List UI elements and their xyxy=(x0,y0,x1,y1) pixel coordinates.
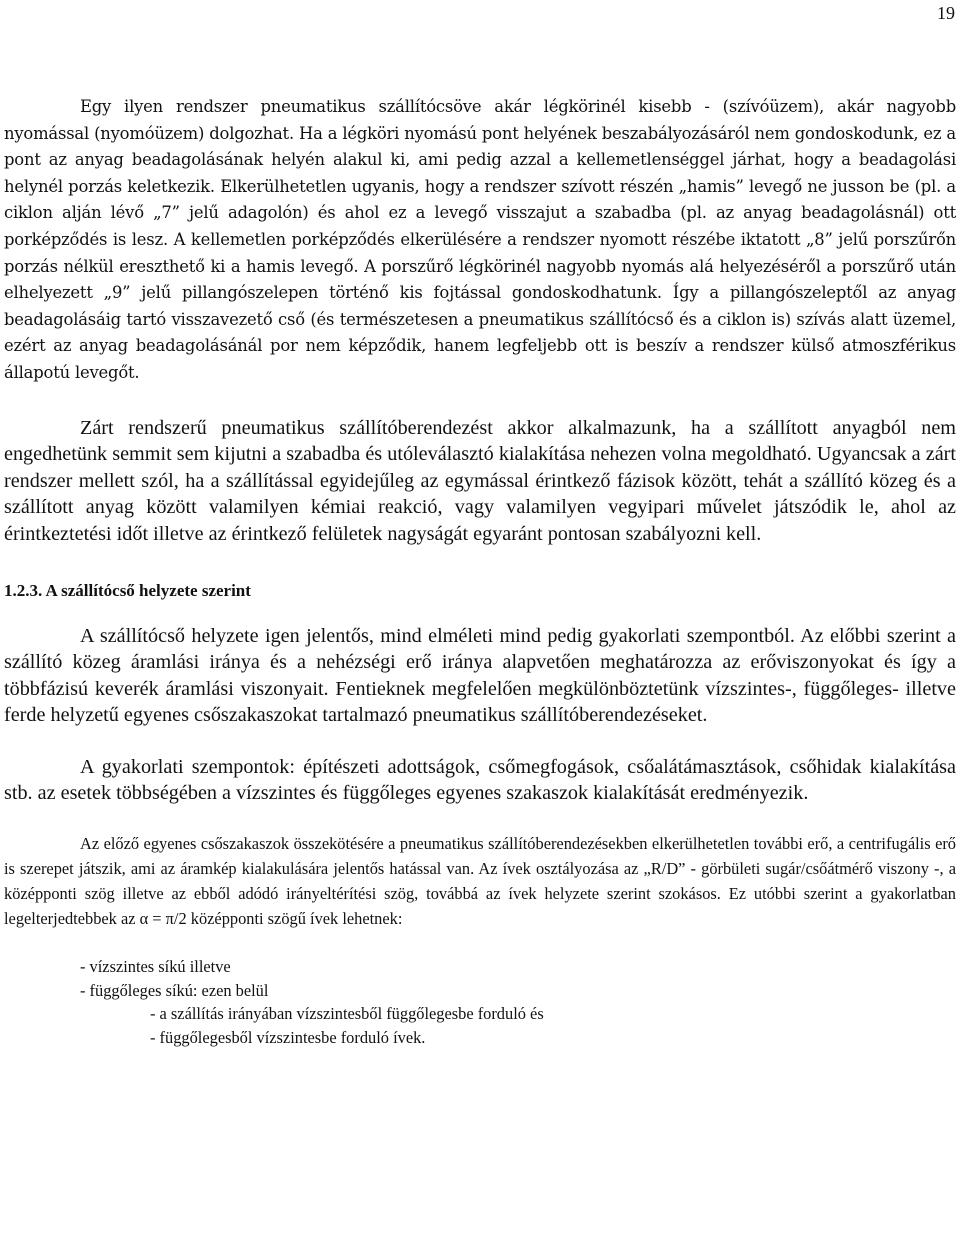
paragraph-bends: Az előző egyenes csőszakaszok összekötésére a pneumatikus szállítóberendezésekben elkerülhetetlen további erő, a centrifugális erő is szerepet játszik, ami az áramkép kialakulására jelentős hatással van. Az ívek osztályozása az „R/D” - görbületi sugár/csőátmérő viszony -, a középponti szög illetve az ebből adódó irányeltérítési szög, továbbá az ívek helyzete szerint szokásos. Ez utóbbi szerint a gyakorlatban legelterjedtebbek az α = π/2 középponti szögű ívek lehetnek: xyxy=(4,834,956,929)
page-number: 19 xyxy=(937,3,955,23)
bend-types-list xyxy=(4,955,956,1049)
paragraph-practical-aspects: A gyakorlati szempontok: építészeti adottságok, csőmegfogások, csőalátámasztások, csőhidak kialakítása stb. az esetek többségében a vízszintes és függőleges egyenes szakaszok kialakítását eredményezik. xyxy=(4,755,956,805)
list-item: - függőleges síkú: ezen belül xyxy=(80,980,269,1000)
document-body xyxy=(4,94,956,1049)
paragraph-pressure-system: Egy ilyen rendszer pneumatikus szállítócsöve akár légkörinél kisebb - (szívóüzem), akár nagyobb nyomással (nyomóüzem) dolgozhat. Ha a légköri nyomású pont helyének beszabályozásáról nem gondoskodunk, ez a pont az anyag beadagolásának helyén alakul ki, ami pedig azzal a kellemetlenséggel járhat, hogy a beadagolási helynél porzás keletkezik. Elkerülhetetlen ugyanis, hogy a rendszer szívott részén „hamis” levegő ne jusson be (pl. a ciklon alján lévő „7” jelű adagolón) és ahol ez a levegő visszajut a szabadba (pl. az anyag beadagolásnál) ott porképződés is lesz. A kellemetlen porképződés elkerülésére a rendszer nyomott részébe iktatott „8” jelű porszűrőn porzás nélkül ereszthető ki a hamis levegő. A porszűrő légkörinél nagyobb nyomás alá helyezéséről a porszűrő után elhelyezett „9” jelű pillangószelepen történő kis fojtással gondoskodhatunk. Így a pillangószeleptől az anyag beadagolásáig tartó visszavezető cső (és természetesen a pneumatikus szállítócső és a ciklon is) szívás alatt üzemel, ezért az anyag beadagolásánál por nem képződik, hanem legfeljebb ott is beszív a rendszer külső atmoszférikus állapotú levegőt. xyxy=(4,97,956,382)
paragraph-pipe-position: A szállítócső helyzete igen jelentős, mind elméleti mind pedig gyakorlati szempontból. Az előbbi szerint a szállító közeg áramlási iránya és a nehézségi erő iránya alapvetően meghatározza az erőviszonyokat és így a többfázisú keverék áramlási viszonyait. Fentieknek megfelelően megkülönböztetünk vízszintes-, függőleges- illetve ferde helyzetű egyenes csőszakaszokat tartalmazó pneumatikus szállítóberendezéseket. xyxy=(4,624,956,727)
list-item: - a szállítás irányában vízszintesből függőlegesbe forduló és xyxy=(150,1004,544,1024)
list-item: - függőlegesből vízszintesbe forduló ívek. xyxy=(150,1027,426,1047)
list-item: - vízszintes síkú illetve xyxy=(80,957,231,977)
section-heading: 1.2.3. A szállítócső helyzete szerint xyxy=(4,580,251,600)
paragraph-closed-system: Zárt rendszerű pneumatikus szállítóberendezést akkor alkalmazunk, ha a szállított anyagból nem engedhetünk semmit sem kijutni a szabadba és utóleválasztó kialakítása nehezen volna megoldható. Ugyancsak a zárt rendszer mellett szól, ha a szállítással egyidejűleg az egymással érintkező fázisok között, tehát a szállító közeg és a szállított anyag között valamilyen kémiai reakció, vagy valamilyen vegyipari művelet játszódik le, ahol az érintkeztetési időt illetve az érintkező felületek nagyságát egyaránt pontosan szabályozni kell. xyxy=(4,416,956,545)
